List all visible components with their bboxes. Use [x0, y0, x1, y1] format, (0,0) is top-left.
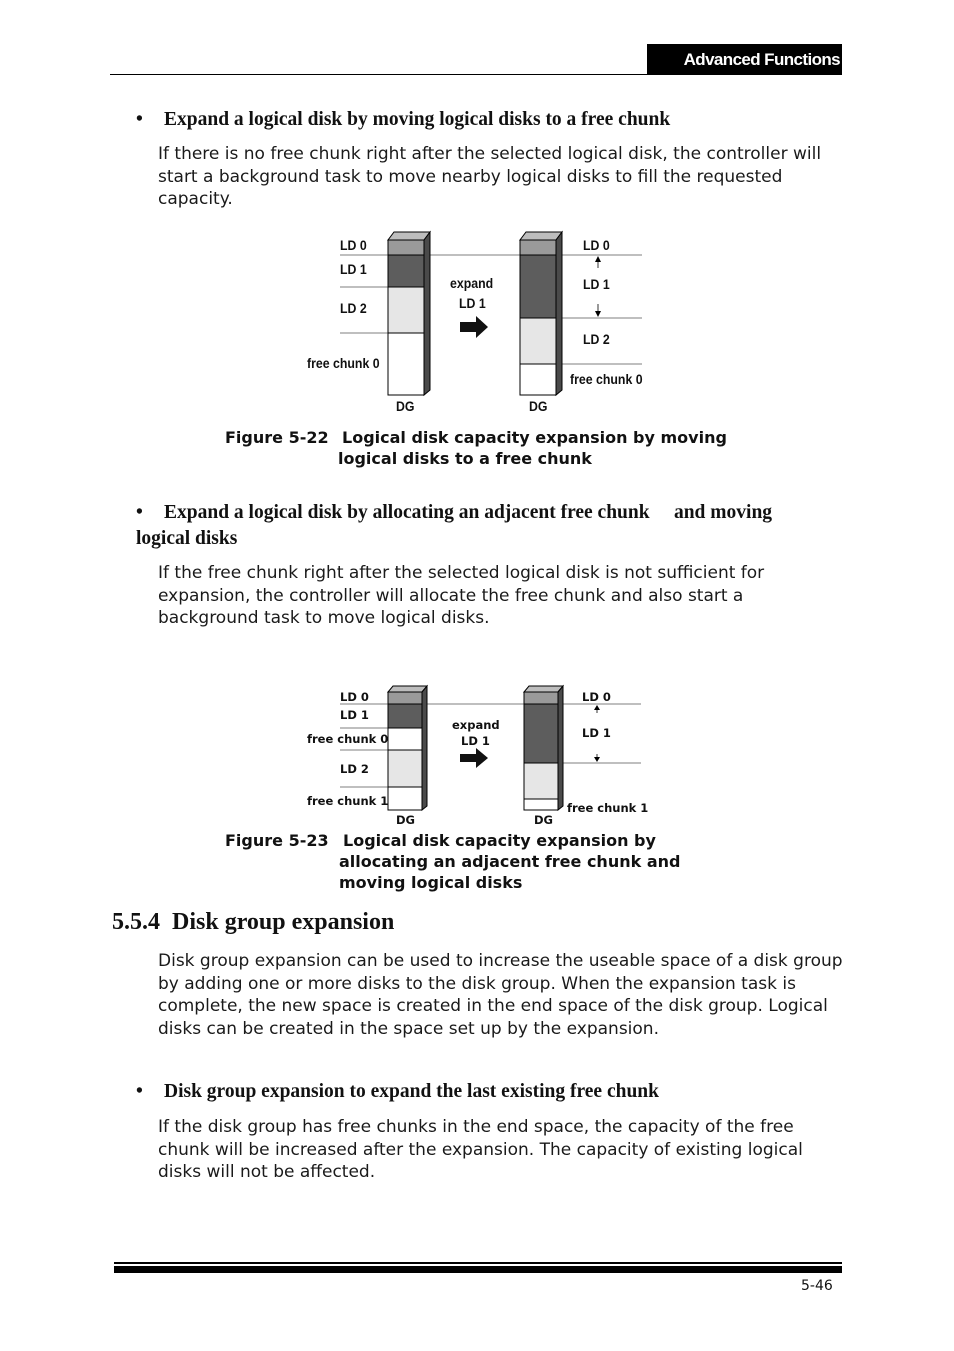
footer-rule-thin [114, 1262, 842, 1264]
bullet-title-line1: Expand a logical disk by allocating an adjacent free chunk and moving [164, 502, 773, 523]
label-expand: expand [452, 718, 500, 732]
section-tab: Advanced Functions [647, 44, 842, 75]
bullet-marker: • [136, 502, 143, 523]
bullet-heading-1 [136, 107, 670, 133]
label-ld1-left: LD 1 [340, 261, 367, 277]
label-ld1-left: LD 1 [340, 708, 369, 722]
figure-5-23-caption-line1: Logical disk capacity expansion by [343, 831, 656, 850]
header-rule [110, 74, 842, 75]
figure-5-23-caption-line3: moving logical disks [339, 873, 523, 892]
label-free-chunk-1-right: free chunk 1 [567, 801, 649, 815]
figure-5-22-caption-line1: Logical disk capacity expansion by moving [342, 428, 727, 447]
label-free-chunk-1-left: free chunk 1 [307, 794, 389, 808]
figure-5-23-caption-line2: allocating an adjacent free chunk and [339, 852, 681, 871]
bullet-heading-2 [136, 500, 772, 526]
paragraph-2: If the free chunk right after the selected logical disk is not sufficient for expansion, the controller will allocate the free chunk and also start a background task to move logical disks. [158, 563, 765, 628]
label-expand-ld1: LD 1 [459, 295, 486, 311]
bullet-marker: • [136, 109, 143, 130]
label-ld0-right: LD 0 [583, 237, 610, 253]
bullet-heading-3 [136, 1079, 659, 1105]
paragraph-3: If the disk group has free chunks in the end space, the capacity of the free chunk will be increased after the expansion. The capacity of existing logical disks will not be affected. [158, 1117, 803, 1182]
label-ld2-left: LD 2 [340, 762, 369, 776]
label-ld2-right: LD 2 [583, 331, 610, 347]
label-dg-right: DG [529, 398, 548, 414]
section-paragraph: Disk group expansion can be used to increase the useable space of a disk group by adding one or more disks to the disk group. When the expansion task is complete, the new space is created in the end space of the disk group. Logical disks can be created in the space set up by the expansion. [158, 951, 843, 1039]
label-ld1-right: LD 1 [582, 726, 611, 740]
figure-5-22-caption-line2: logical disks to a free chunk [338, 449, 592, 468]
label-free-chunk-0-left: free chunk 0 [307, 355, 380, 371]
bullet-marker: • [136, 1081, 143, 1102]
figure-5-22-number: Figure 5-22 [225, 428, 329, 447]
bullet-title: Disk group expansion to expand the last existing free chunk [164, 1081, 659, 1102]
label-ld0-right: LD 0 [582, 690, 611, 704]
label-free-chunk-0: free chunk 0 [307, 732, 389, 746]
label-ld1-right: LD 1 [583, 276, 610, 292]
label-dg-right: DG [534, 813, 553, 827]
label-dg-left: DG [396, 813, 415, 827]
label-expand-ld1: LD 1 [461, 734, 490, 748]
label-ld0-left: LD 0 [340, 690, 369, 704]
bullet-heading-2-line2: logical disks [136, 528, 238, 549]
page-number: 5-46 [801, 1278, 833, 1294]
section-title: 5.5.4 Disk group expansion [112, 909, 395, 935]
label-free-chunk-0-right: free chunk 0 [570, 371, 643, 387]
footer-rule-thick [114, 1266, 842, 1273]
label-expand: expand [450, 275, 494, 291]
label-ld0-left: LD 0 [340, 237, 367, 253]
paragraph-1: If there is no free chunk right after the selected logical disk, the controller will start a background task to move nearby logical disks to fill the requested capacity. [158, 144, 822, 209]
label-ld2-left: LD 2 [340, 300, 367, 316]
bullet-title: Expand a logical disk by moving logical disks to a free chunk [164, 109, 671, 130]
figure-5-23-number: Figure 5-23 [225, 831, 329, 850]
label-dg-left: DG [396, 398, 415, 414]
